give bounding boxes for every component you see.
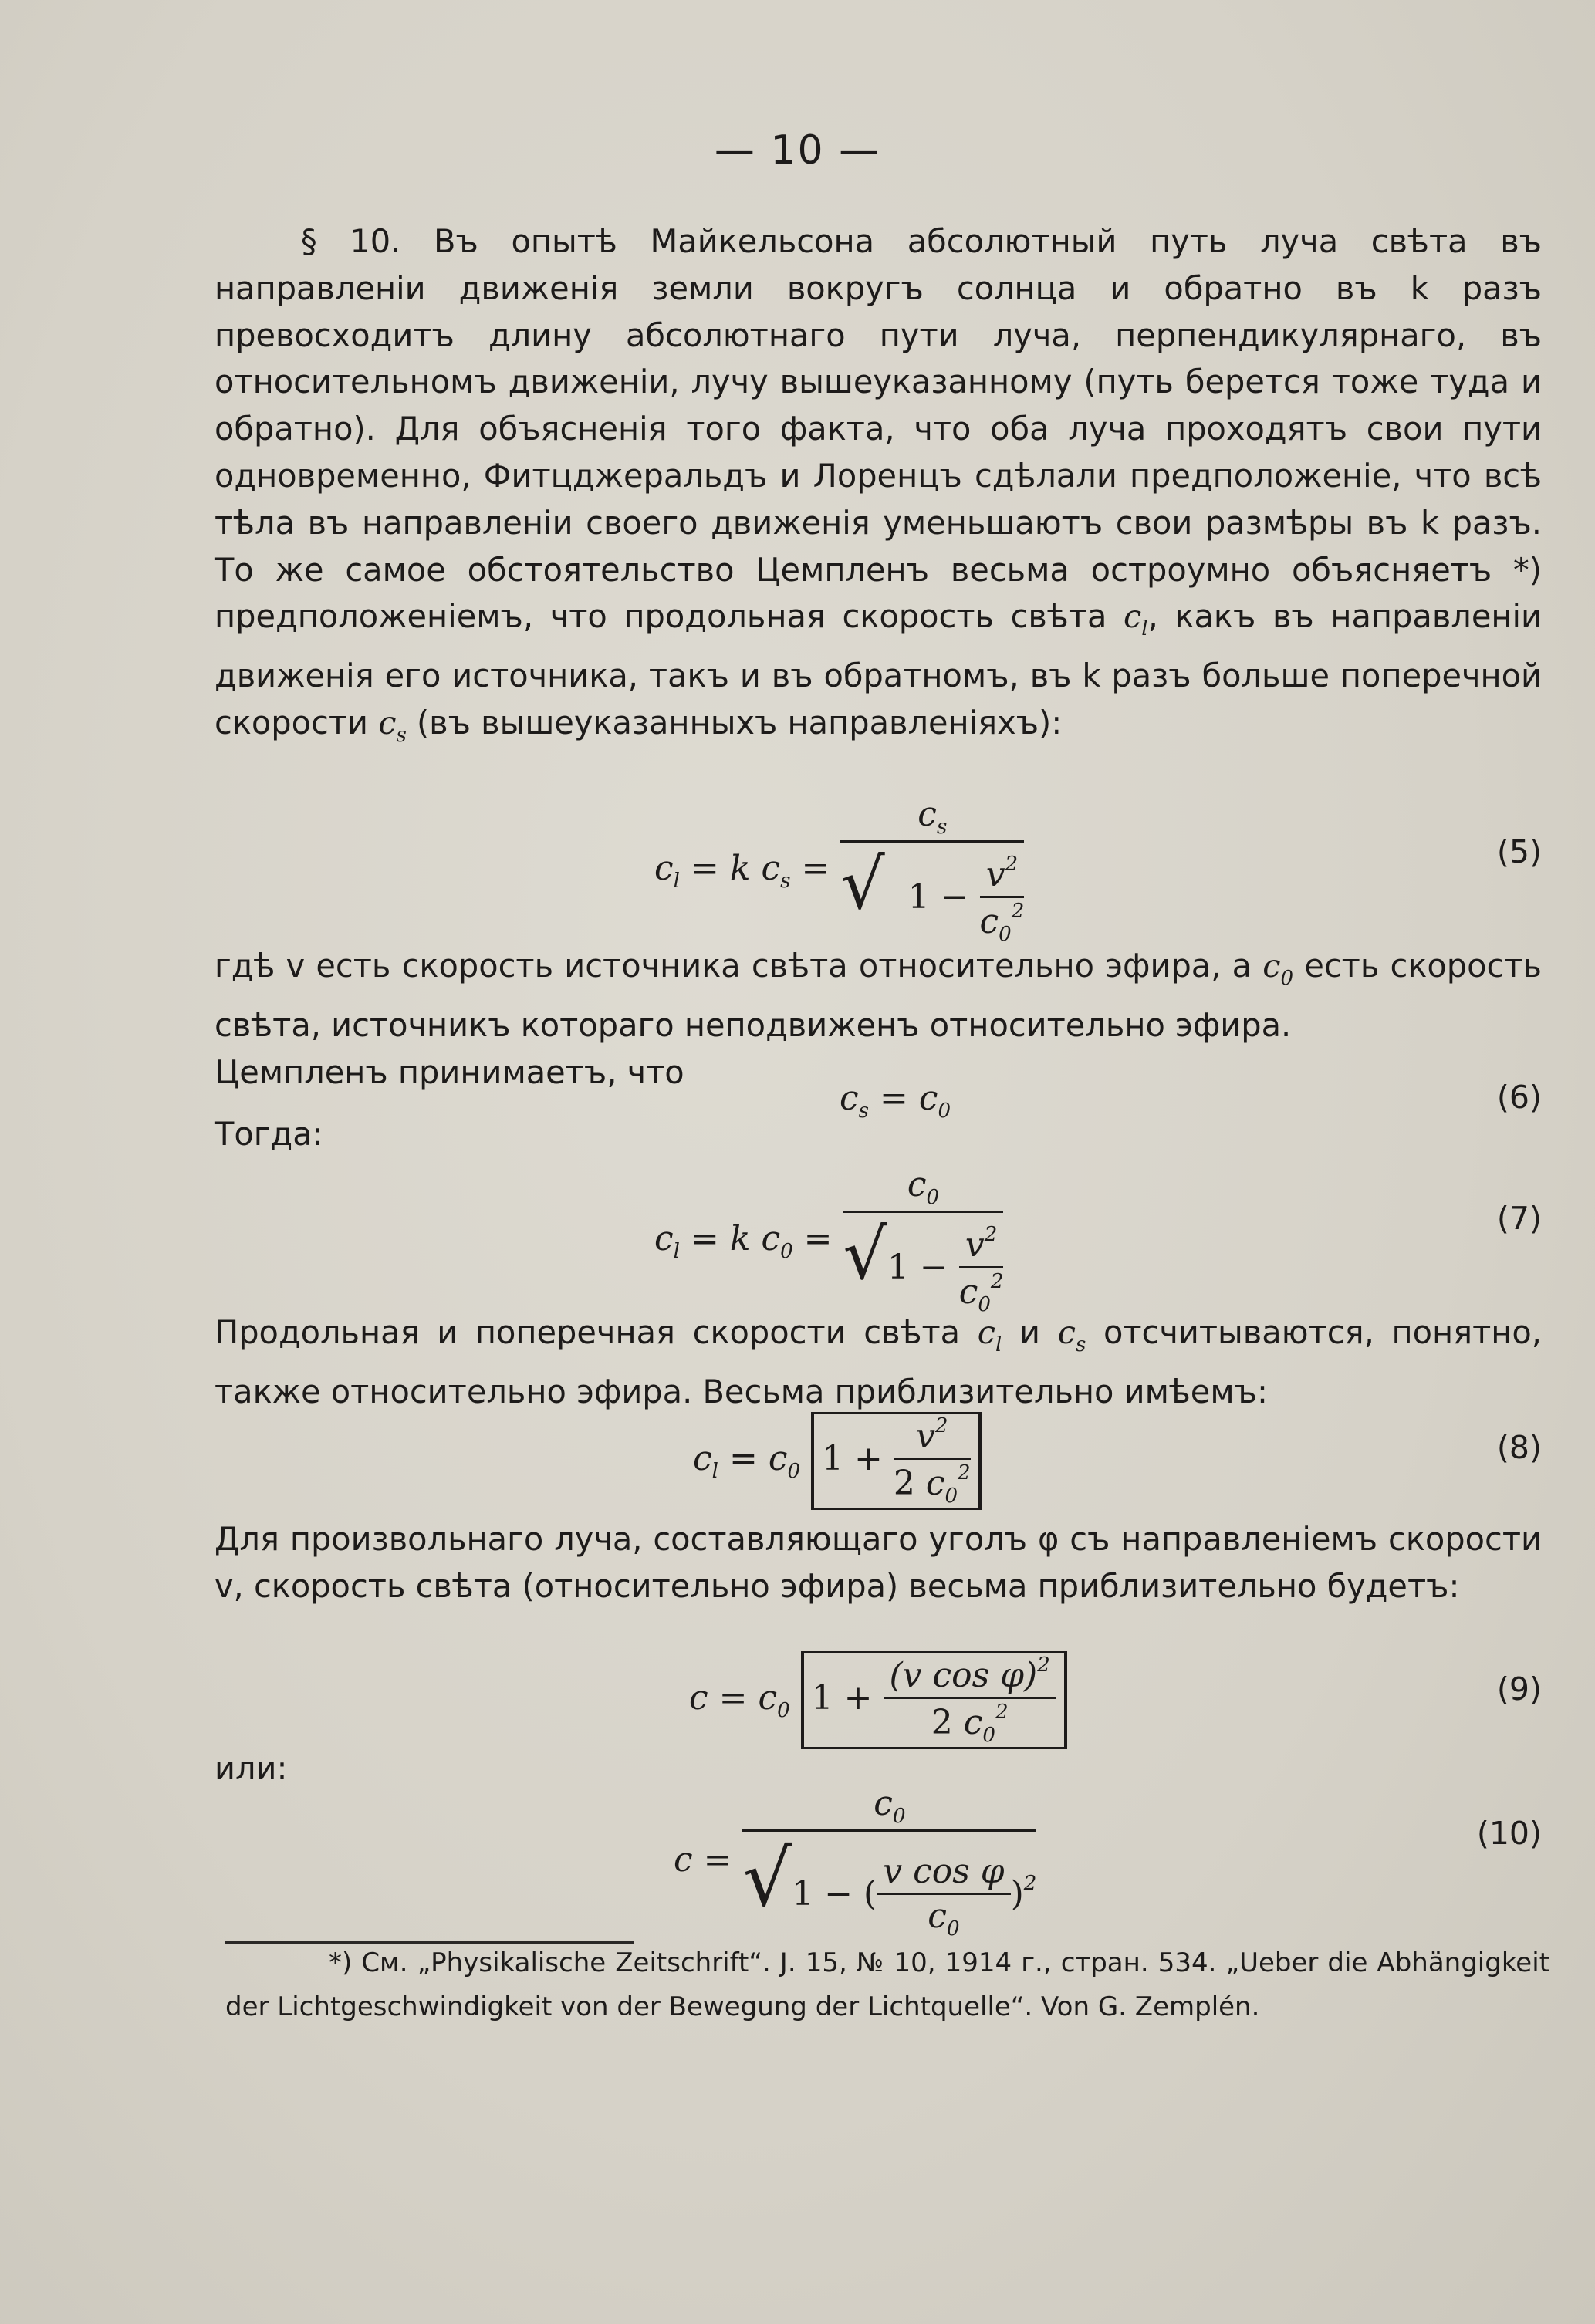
paragraph-text: гдѣ v есть скорость источника свѣта относительно эфира, а xyxy=(215,947,1252,985)
fraction: $c_0$ √1 − $\frac{v^2}{c_0^2}$ xyxy=(843,1165,1004,1316)
paragraph-arbitrary-ray xyxy=(215,1516,1542,1610)
equation-number: (5) xyxy=(1496,833,1542,870)
paragraph-text: или: xyxy=(215,1749,288,1787)
fraction: $c_s$ √ 1 − $\frac{v^2}{c_0^2}$ xyxy=(840,795,1025,946)
equation-9: $c = c_0$ 1 + $\frac{(v \cos \varphi)^2}{2 c_0^2}$ (9) xyxy=(215,1651,1542,1748)
page-number: — 10 — xyxy=(714,127,881,174)
paragraph-text: § 10. Въ опытѣ Майкельсона абсолютный путь луча свѣта въ направленіи движенія земли вокругъ солнца и обратно въ k разъ превосходитъ длину абсолютнаго пути луча, перпендикулярнаго, въ относительномъ движеніи, лучу вышеуказанному (путь берется тоже туда и обратно). Для объясненія того факта, что оба луча проходятъ свои пути одновременно, Фитцджеральдъ и Лоренцъ сдѣлали предположеніе, что всѣ тѣла въ направленіи своего движенія уменьшаютъ свои размѣры въ k разъ. То же самое обстоятельство Цемпленъ весьма остроумно объясняетъ *) предположеніемъ, что продольная скорость свѣта xyxy=(215,222,1542,636)
fraction: $c_0$ √1 − ( $\frac{\text{v cos φ}}{c_0}$ )$^2$ xyxy=(742,1784,1037,1941)
equation-number: (9) xyxy=(1496,1670,1542,1708)
paragraph-then xyxy=(215,1111,1542,1158)
equation-6: $c_s = c_0$ (6) xyxy=(840,1079,1542,1123)
equation-10: c = $c_0$ √1 − ( $\frac{\text{v cos φ}}{c_0}$ )$^2$ (10) xyxy=(674,1784,1542,1941)
paragraph-section-10: § 10. Въ опытѣ Майкельсона абсолютный путь луча свѣта въ направленіи движенія земли вокругъ солнца и обратно въ k разъ превосходитъ длину абсолютнаго пути луча, перпендикулярнаго, въ относительномъ движеніи, лучу вышеуказанному (путь берется тоже туда и обратно). Для объясненія того факта, что оба луча проходятъ свои пути одновременно, Фитцджеральдъ и Лоренцъ сдѣлали предположеніе, что всѣ тѣла въ направленіи своего движенія уменьшаютъ свои размѣры въ k разъ. То же самое обстоятельство Цемпленъ весьма остроумно объясняетъ *) предположеніемъ, что продольная скорость свѣта $c_l$, какъ въ направленіи движенія его источника, такъ и въ обратномъ, въ k разъ больше поперечной скорости $c_s$ (въ вышеуказанныхъ направленіяхъ): xyxy=(215,222,1542,747)
paragraph-text: Продольная и поперечная скорости свѣта xyxy=(215,1313,961,1351)
paragraph-text: есть скорость свѣта, источникъ котораго неподвиженъ относительно эфира. xyxy=(215,947,1542,1044)
equation-number: (8) xyxy=(1496,1429,1542,1466)
equation-5: $c_l = k$ $c_s$ = $c_s$ √ 1 − $\frac{v^2}{c_0^2}$ (5) xyxy=(654,795,1542,946)
equation-number: (7) xyxy=(1496,1200,1542,1237)
equation-7: $c_l = k$ $c_0$ = $c_0$ √1 − $\frac{v^2}{c_0^2}$ (7) xyxy=(654,1165,1542,1316)
equation-number: (10) xyxy=(1476,1815,1542,1852)
footnote xyxy=(225,1941,1549,2029)
paragraph-text: и xyxy=(1019,1313,1041,1351)
paragraph-definition: гдѣ v есть скорость источника свѣта относительно эфира, а $c_0$ есть скорость свѣта, источникъ котораго неподвиженъ относительно эфира. Цемпленъ принимаетъ, что xyxy=(215,947,1542,1091)
paragraph-text: отсчитываются, понятно, также относительно эфира. Весьма приблизительно имѣемъ: xyxy=(215,1313,1542,1410)
equation-number: (6) xyxy=(1496,1079,1542,1116)
equation-8: $c_l = c_0$ 1 + $\frac{v^2}{2 c_0^2}$ (8) xyxy=(215,1412,1542,1505)
paragraph-text: Тогда: xyxy=(215,1115,323,1153)
paragraph-text: Для произвольнаго луча, составляющаго уголъ φ съ направленіемъ скорости v, скорость свѣта (относительно эфира) весьма приблизительно будетъ: xyxy=(215,1520,1542,1605)
paragraph-text: , какъ въ направленіи движенія его источника, такъ и въ обратномъ, въ k разъ больше поперечной скорости xyxy=(215,597,1542,741)
paragraph-longitudinal: Продольная и поперечная скорости свѣта $c_l$ и $c_s$ отсчитываются, понятно, также относительно эфира. Весьма приблизительно имѣемъ: xyxy=(215,1313,1542,1410)
paragraph-text: (въ вышеуказанныхъ направленіяхъ): xyxy=(416,703,1063,741)
paragraph-text: Цемпленъ принимаетъ, что xyxy=(215,1052,684,1091)
footnote-text: *) См. „Physikalische Zeitschrift“. J. 15, № 10, 1914 г., стран. 534. „Ueber die Abhängigkeit der Lichtgeschwindigkeit von der Bewegung der Lichtquelle“. Von G. Zemplén. xyxy=(225,1947,1549,2022)
